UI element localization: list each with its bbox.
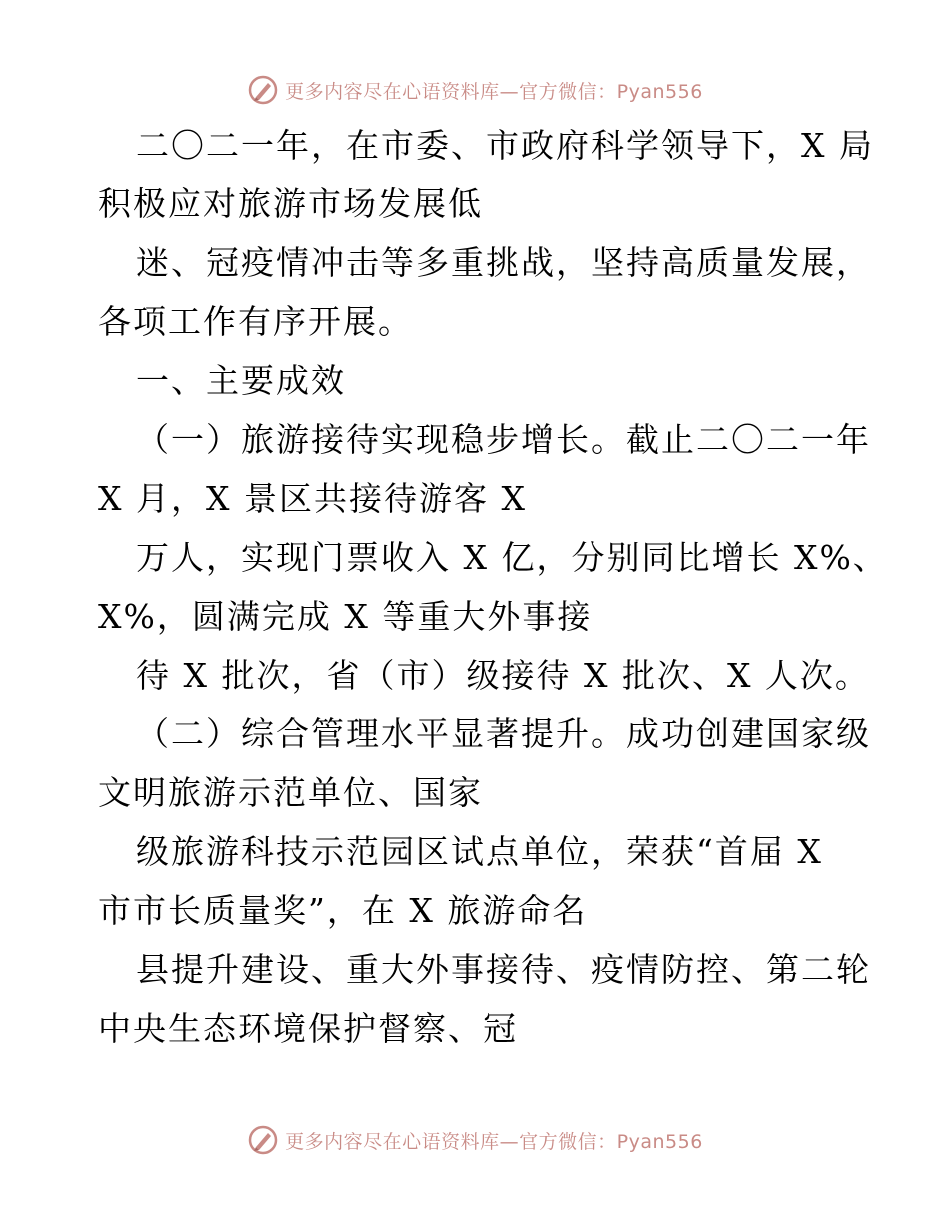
pen-logo-icon bbox=[247, 1124, 279, 1156]
text-line: X%，圆满完成 X 等重大外事接 bbox=[98, 597, 593, 636]
watermark-text: 更多内容尽在心语资料库—官方微信：Pyan556 bbox=[285, 80, 703, 103]
pen-logo-icon bbox=[247, 74, 279, 106]
text-line: 各项工作有序开展。 bbox=[98, 302, 413, 341]
subsection-heading: （二）综合管理水平显著提升。成功创建国家级 bbox=[136, 714, 871, 753]
text-line: 中央生态环境保护督察、冠 bbox=[98, 1009, 518, 1048]
watermark-header bbox=[0, 70, 950, 110]
text-line: 积极应对旅游市场发展低 bbox=[98, 184, 483, 223]
text-line: 级旅游科技示范园区试点单位，荣获“首届 X bbox=[136, 832, 823, 871]
text-line: 县提升建设、重大外事接待、疫情防控、第二轮 bbox=[136, 950, 871, 989]
text-line: 文明旅游示范单位、国家 bbox=[98, 773, 483, 812]
subsection-heading: （一）旅游接待实现稳步增长。截止二〇二一年 bbox=[136, 420, 871, 459]
section-heading: 一、主要成效 bbox=[136, 361, 346, 400]
text-line: 迷、冠疫情冲击等多重挑战，坚持高质量发展， bbox=[136, 243, 871, 282]
text-line: 二〇二一年，在市委、市政府科学领导下，X 局 bbox=[136, 126, 874, 165]
text-line: 万人，实现门票收入 X 亿，分别同比增长 X%、 bbox=[136, 538, 888, 577]
watermark-footer bbox=[0, 1120, 950, 1160]
watermark-text: 更多内容尽在心语资料库—官方微信：Pyan556 bbox=[285, 1130, 703, 1153]
text-line: 市市长质量奖”，在 X 旅游命名 bbox=[98, 891, 588, 930]
text-line: X 月，X 景区共接待游客 X bbox=[98, 479, 527, 518]
text-line: 待 X 批次，省（市）级接待 X 批次、X 人次。 bbox=[136, 656, 870, 695]
